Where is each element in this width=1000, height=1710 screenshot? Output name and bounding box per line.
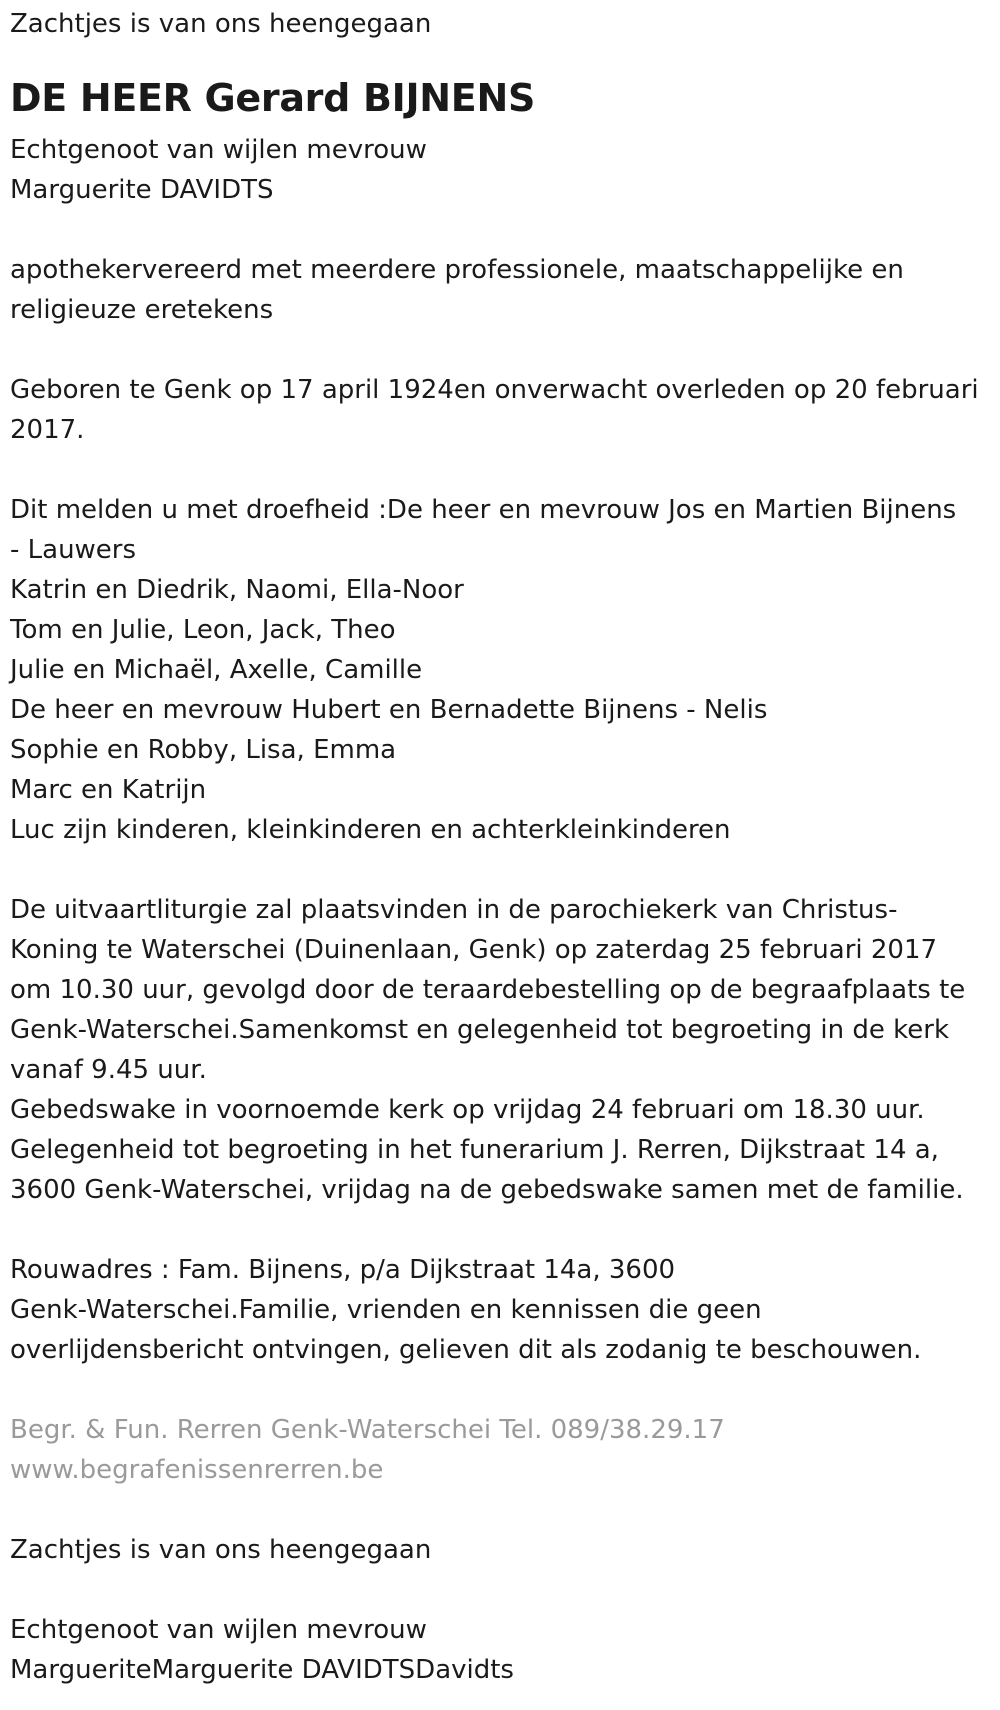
- spacer: [10, 1570, 990, 1610]
- spacer: [10, 1210, 990, 1250]
- birth-death-block: [10, 370, 990, 450]
- spacer: [10, 850, 990, 890]
- undertaker-line: Begr. & Fun. Rerren Genk-Waterschei Tel. 089/38.29.17: [10, 1415, 725, 1445]
- funeral-line: De uitvaartliturgie zal plaatsvinden in de parochiekerk van Christus-: [10, 895, 898, 925]
- funeral-line: om 10.30 uur, gevolgd door de teraardebestelling op de begraafplaats te: [10, 975, 966, 1005]
- spouse-line-2: Marguerite DAVIDTS: [10, 175, 274, 205]
- funeral-line: Gelegenheid tot begroeting in het funerarium J. Rerren, Dijkstraat 14 a,: [10, 1135, 939, 1165]
- family-line: Katrin en Diedrik, Naomi, Ella-Noor: [10, 575, 464, 605]
- family-line: Marc en Katrijn: [10, 775, 207, 805]
- funeral-line: Koning te Waterschei (Duinenlaan, Genk) op zaterdag 25 februari 2017: [10, 935, 938, 965]
- birth-death-line: Geboren te Genk op 17 april 1924en onverwacht overleden op 20 februari: [10, 375, 979, 405]
- repeat-opening-line: Zachtjes is van ons heengegaan: [10, 1535, 432, 1565]
- deceased-name: DE HEER Gerard BIJNENS: [10, 76, 536, 120]
- birth-death-line: 2017.: [10, 415, 85, 445]
- address-line: Rouwadres : Fam. Bijnens, p/a Dijkstraat 14a, 3600: [10, 1255, 676, 1285]
- profession-block: [10, 250, 990, 330]
- family-line: - Lauwers: [10, 535, 137, 565]
- family-line: Tom en Julie, Leon, Jack, Theo: [10, 615, 396, 645]
- spouse-line-1: Echtgenoot van wijlen mevrouw: [10, 135, 427, 165]
- family-line: Dit melden u met droefheid :De heer en mevrouw Jos en Martien Bijnens: [10, 495, 957, 525]
- repeat-spouse-line-1: Echtgenoot van wijlen mevrouw: [10, 1615, 427, 1645]
- funeral-line: 3600 Genk-Waterschei, vrijdag na de gebedswake samen met de familie.: [10, 1175, 964, 1205]
- undertaker-website: www.begrafenissenrerren.be: [10, 1455, 384, 1485]
- spacer: [10, 450, 990, 490]
- funeral-line: vanaf 9.45 uur.: [10, 1055, 207, 1085]
- family-block: [10, 490, 990, 850]
- funeral-block: [10, 890, 990, 1210]
- opening-line: Zachtjes is van ons heengegaan: [10, 9, 432, 39]
- spacer: [10, 1370, 990, 1410]
- address-line: Genk-Waterschei.Familie, vrienden en kennissen die geen: [10, 1295, 762, 1325]
- address-block: [10, 1250, 990, 1370]
- family-line: De heer en mevrouw Hubert en Bernadette Bijnens - Nelis: [10, 695, 768, 725]
- spacer: [10, 210, 990, 250]
- family-line: Julie en Michaël, Axelle, Camille: [10, 655, 423, 685]
- family-line: Sophie en Robby, Lisa, Emma: [10, 735, 397, 765]
- undertaker-block: [10, 1410, 990, 1490]
- profession-line: religieuze eretekens: [10, 295, 274, 325]
- address-line: overlijdensbericht ontvingen, gelieven dit als zodanig te beschouwen.: [10, 1335, 922, 1365]
- repeat-spouse-line-2: MargueriteMarguerite DAVIDTSDavidts: [10, 1655, 514, 1685]
- spacer: [10, 330, 990, 370]
- funeral-line: Genk-Waterschei.Samenkomst en gelegenheid tot begroeting in de kerk: [10, 1015, 950, 1045]
- funeral-line: Gebedswake in voornoemde kerk op vrijdag 24 februari om 18.30 uur.: [10, 1095, 925, 1125]
- profession-line: apothekervereerd met meerdere professionele, maatschappelijke en: [10, 255, 904, 285]
- family-line: Luc zijn kinderen, kleinkinderen en achterkleinkinderen: [10, 815, 731, 845]
- spacer: [10, 1490, 990, 1530]
